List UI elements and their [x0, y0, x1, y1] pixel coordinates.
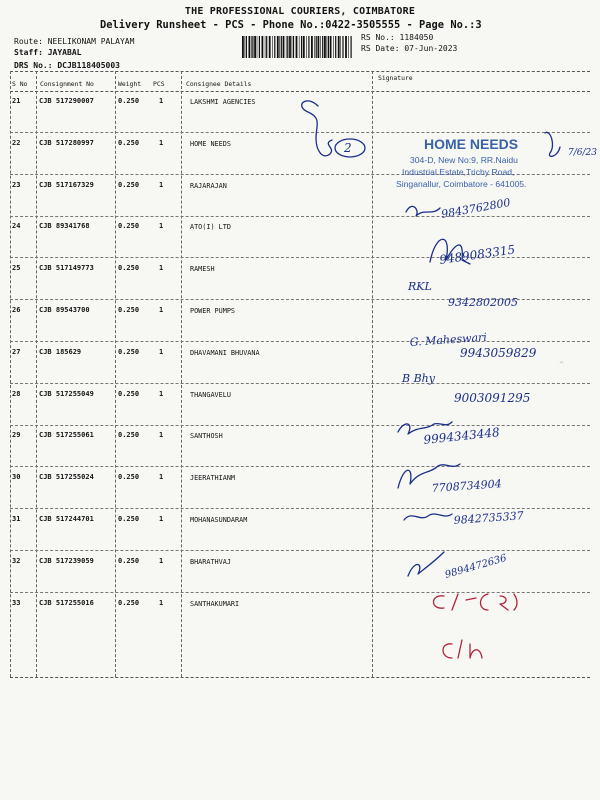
row-consignee: SANTHOSH [190, 432, 223, 441]
barcode-bar [327, 36, 328, 58]
barcode-bar [257, 36, 258, 58]
barcode-bar [292, 36, 293, 58]
rs-no-line [361, 33, 433, 42]
barcode-bar [265, 36, 266, 58]
rs-date-label: RS Date: [361, 44, 400, 53]
barcode-bar [293, 36, 294, 58]
col-header-consignee: Consignee Details [186, 80, 252, 88]
barcode-bar [316, 36, 317, 58]
barcode-bar [338, 36, 340, 58]
staff-label: Staff: [14, 48, 43, 57]
barcode-bar [318, 36, 320, 58]
handwritten-red-note [434, 594, 518, 610]
signature-scribble [302, 101, 332, 156]
handwritten-phone: 7708734904 [431, 477, 503, 495]
row-pcs: 1 [159, 598, 164, 607]
barcode-bar [254, 36, 256, 58]
barcode-bar [333, 36, 334, 58]
barcode-bar [301, 36, 302, 58]
row-sno: 27 [12, 347, 21, 356]
row-pcs: 1 [159, 138, 164, 147]
row-consignment-no: CJB 517290007 [39, 97, 94, 105]
row-consignee: ATO(I) LTD [190, 223, 231, 232]
row-pcs: 1 [159, 264, 164, 273]
row-consignee: MOHANASUNDARAM [190, 516, 248, 524]
barcode-bar [259, 36, 260, 58]
barcode-bar [245, 36, 246, 58]
row-consignment-no: CJB 89543700 [39, 306, 90, 314]
barcode-bar [289, 36, 291, 58]
row-pcs: 1 [159, 556, 164, 565]
handwritten-name: B Bhy [402, 372, 435, 385]
barcode-bar [311, 36, 313, 58]
header-rule-top [10, 71, 590, 72]
barcode-bar [286, 36, 287, 58]
barcode-bar [283, 36, 285, 58]
row-consignment-no: CJB 517255049 [39, 389, 94, 398]
stamp-name: HOME NEEDS [424, 136, 519, 152]
col-header-signature: Signature [378, 74, 413, 82]
handwritten-phone: 9894472636 [443, 552, 508, 581]
barcode-bar [246, 36, 247, 58]
stamp-line2: Industrial Estate,Trichy Road, [402, 167, 515, 177]
row-pcs: 1 [159, 97, 164, 105]
barcode-bar [277, 36, 279, 58]
handwritten-phone: 9943059829 [460, 346, 537, 360]
barcode-bar [266, 36, 267, 58]
rs-no-value: 1184050 [399, 33, 434, 42]
row-weight: 0.250 [118, 264, 140, 273]
handwritten-phone: 9003091295 [454, 391, 531, 405]
row-consignment-no: CJB 517239059 [39, 556, 94, 565]
row-sno: 24 [12, 222, 21, 231]
staff-value: JAYABAL [47, 48, 82, 57]
row-weight: 0.250 [118, 222, 140, 231]
rs-date-value: 07-Jun-2023 [404, 44, 458, 53]
row-sno: 28 [12, 389, 21, 398]
row-consignee: RAMESH [190, 265, 215, 274]
row-consignee: RAJARAJAN [190, 181, 227, 190]
row-pcs: 1 [159, 306, 164, 314]
route-line [14, 37, 134, 46]
signature-scribble [406, 206, 440, 216]
barcode-bar [281, 36, 282, 58]
stamp-line3: Singanallur, Coimbatore - 641005. [396, 179, 527, 189]
row-consignee: BHARATHVAJ [190, 557, 231, 566]
row-weight: 0.250 [118, 473, 140, 482]
row-consignment-no: CJB 517255061 [39, 431, 94, 440]
row-consignment-no: CJB 517255016 [39, 598, 94, 607]
row-weight: 0.250 [118, 431, 140, 440]
barcode-bar [345, 36, 347, 58]
row-consignee: SANTHAKUMARI [190, 599, 240, 608]
row-pcs: 1 [159, 515, 164, 523]
barcode-bar [303, 36, 305, 58]
barcode-bar [272, 36, 273, 58]
row-consignment-no: CJB 517280997 [39, 138, 94, 147]
row-weight: 0.250 [118, 180, 140, 189]
signature-scribble [404, 514, 452, 520]
row-consignment-no: CJB 517244701 [39, 515, 94, 523]
faint-mark: ^ [559, 360, 564, 369]
row-sno: 26 [12, 306, 21, 314]
handwritten-phone: 9994343448 [422, 425, 501, 447]
row-consignment-no: CJB 517167329 [39, 180, 94, 189]
handwritten-phone: 9489083315 [438, 242, 517, 267]
row-weight: 0.250 [118, 515, 140, 523]
route-label: Route: [14, 37, 43, 46]
handwritten-phone: 9342802005 [448, 296, 518, 309]
barcode-bar [324, 36, 326, 58]
row-sno: 29 [12, 431, 21, 440]
barcode-bar [348, 36, 349, 58]
row-pcs: 1 [159, 389, 164, 398]
handwritten-phone: 9843762800 [440, 195, 512, 221]
row-consignment-no: CJB 517255024 [39, 473, 94, 482]
row-pcs: 1 [159, 180, 164, 189]
row-weight: 0.250 [118, 598, 140, 607]
row-consignee: THANGAVELU [190, 390, 231, 399]
rs-date-line [361, 44, 457, 53]
rs-no-label: RS No.: [361, 33, 395, 42]
row-weight: 0.250 [118, 347, 140, 356]
handwritten-name: G. Maheswari [409, 330, 488, 349]
barcode-bar [269, 36, 271, 58]
col-header-sno: S No [12, 80, 28, 88]
barcode-bar [252, 36, 253, 58]
barcode-bar [320, 36, 321, 58]
stamp-line1: 304-D, New No:9, RR.Naidu [410, 155, 518, 165]
row-weight: 0.250 [118, 306, 140, 314]
row-sno: 32 [12, 556, 21, 565]
row-consignee: POWER PUMPS [190, 307, 236, 315]
handwritten-red-note [443, 640, 482, 658]
barcode-bar [314, 36, 315, 58]
barcode-bar [274, 36, 275, 58]
row-sno: 21 [12, 97, 21, 105]
route-value: NEELIKONAM PALAYAM [47, 37, 135, 46]
barcode-bar [287, 36, 288, 58]
row-consignee: DHAVAMANI BHUVANA [190, 348, 260, 357]
row-consignment-no: CJB 89341768 [39, 222, 90, 231]
barcode-bar [279, 36, 280, 58]
handwritten-name: RKL [408, 280, 432, 293]
row-weight: 0.250 [118, 138, 140, 147]
row-pcs: 1 [159, 431, 164, 440]
handwritten-date: 7/6/23 [568, 148, 597, 158]
row-consignment-no: CJB 517149773 [39, 264, 94, 273]
drs-line [14, 61, 120, 70]
handwritten-phone: 9842735337 [453, 509, 525, 527]
row-sno: 31 [12, 515, 21, 523]
barcode-bar [308, 36, 309, 58]
col-header-pcs: PCS [153, 80, 165, 88]
barcode-bar [328, 36, 329, 58]
row-sno: 33 [12, 598, 21, 607]
col-header-consignment: Consignment No [40, 80, 94, 88]
barcode-bar [330, 36, 332, 58]
row-consignment-no: CJB 185629 [39, 347, 82, 356]
runsheet-subtitle: Delivery Runsheet - PCS - Phone No.:0422-3505555 - Page No.:3 [100, 19, 482, 31]
company-title: THE PROFESSIONAL COURIERS, COIMBATORE [184, 6, 416, 17]
row-pcs: 1 [159, 473, 164, 482]
handwriting-layer [0, 92, 600, 677]
row-consignee: LAKSHMI AGENCIES [190, 98, 256, 106]
row-weight: 0.250 [118, 556, 140, 565]
table-end-rule [10, 677, 590, 678]
barcode-bar [322, 36, 323, 58]
drs-label: DRS No.: [14, 61, 53, 70]
row-consignee: JEERATHIANM [190, 474, 236, 483]
barcode-bar [296, 36, 298, 58]
col-header-weight: Weight [118, 80, 142, 88]
row-sno: 25 [12, 264, 21, 273]
row-pcs: 1 [159, 347, 164, 356]
barcode-bar [351, 36, 352, 58]
row-weight: 0.250 [118, 389, 140, 398]
signature-scribble [408, 552, 444, 576]
barcode-image [242, 36, 352, 58]
row-sno: 22 [12, 138, 21, 147]
barcode-bar [342, 36, 343, 58]
barcode-bar [242, 36, 244, 58]
barcode-bar [262, 36, 264, 58]
barcode-bar [249, 36, 251, 58]
barcode-bar [340, 36, 341, 58]
row-sno: 30 [12, 473, 21, 482]
staff-line [14, 48, 81, 57]
barcode-bar [251, 36, 252, 58]
barcode-bar [299, 36, 300, 58]
barcode-bar [306, 36, 307, 58]
row-weight: 0.250 [118, 97, 140, 105]
drs-value: DCJB118405003 [57, 61, 120, 70]
row-sno: 23 [12, 180, 21, 189]
handwritten-number: 2 [344, 141, 352, 155]
row-pcs: 1 [159, 222, 164, 231]
barcode-bar [335, 36, 336, 58]
row-consignee: HOME NEEDS [190, 139, 231, 148]
